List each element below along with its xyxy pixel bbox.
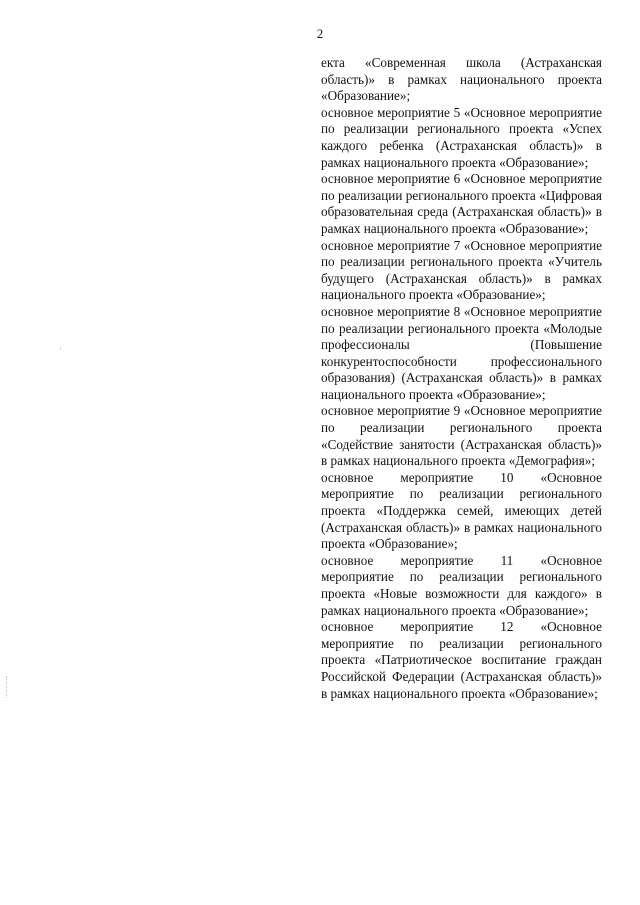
list-item: основное мероприятие 9 «Основное мероприятие по реализации регионального проекта «Содействие занятости (Астраханская область)» в рамках национального проекта «Демография»; [321,403,602,469]
list-item: основное мероприятие 8 «Основное мероприятие по реализации регионального проекта «Молодые профессионалы (Повышение конкурентоспособности профессионального образования) (Астраханская область)» в рамках национального проекта «Образование»; [321,303,602,402]
list-item: основное мероприятие 11 «Основное мероприятие по реализации регионального проекта «Новые возможности для каждого» в рамках национального проекта «Образование»; [321,552,602,618]
document-text-column [321,55,602,702]
list-item: екта «Современная школа (Астраханская область)» в рамках национального проекта «Образование»; [321,55,602,104]
list-item: основное мероприятие 5 «Основное мероприятие по реализации регионального проекта «Успех каждого ребенка (Астраханская область)» в рамках национального проекта «Образование»; [321,104,602,170]
list-item: основное мероприятие 10 «Основное мероприятие по реализации регионального проекта «Поддержка семей, имеющих детей (Астраханская область)» в рамках национального проекта «Образование»; [321,469,602,552]
list-item: основное мероприятие 12 «Основное мероприятие по реализации регионального проекта «Патриотическое воспитание граждан Российской Федерации (Астраханская область)» в рамках национального проекта «Образование»; [321,619,602,701]
scan-artifact [60,347,61,350]
scan-artifact [6,676,9,698]
page-number: 2 [316,26,324,41]
list-item: основное мероприятие 6 «Основное мероприятие по реализации регионального проекта «Цифровая образовательная среда (Астраханская область)» в рамках национального проекта «Образование»; [321,171,602,236]
list-item: основное мероприятие 7 «Основное мероприятие по реализации регионального проекта «Учитель будущего (Астраханская область)» в рамках национального проекта «Образование»; [321,237,602,303]
